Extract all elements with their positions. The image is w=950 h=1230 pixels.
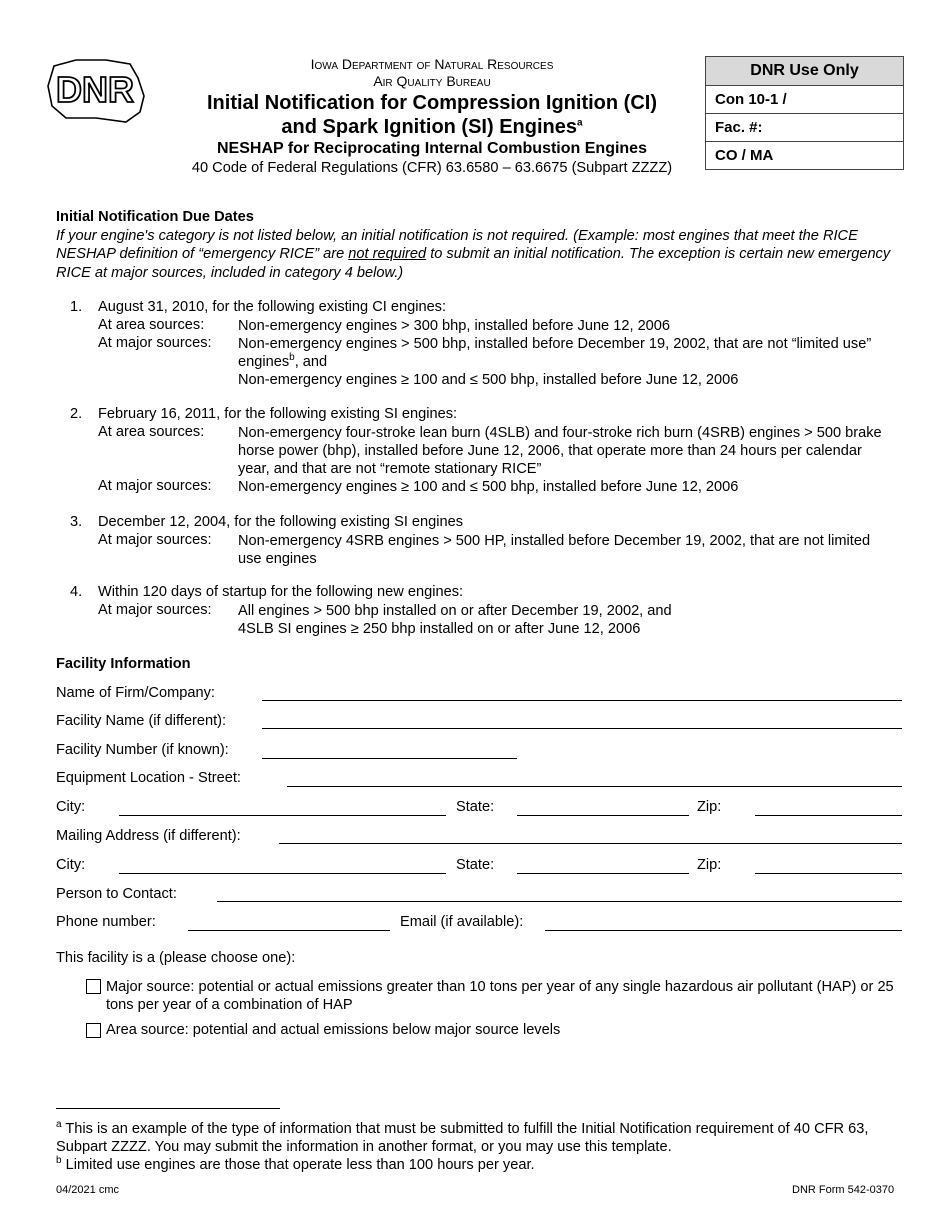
firm-field[interactable] <box>262 700 902 701</box>
due-dates-intro: If your engine's category is not listed below, an initial notification is not required. (Example: most engines that meet the RICE NESHAP definition of “emergency RICE” are not required to submit an initial notification. The exception is certain new emergency RICE at major sources, included in category 4 below.) <box>56 228 891 281</box>
city-field[interactable] <box>119 815 446 816</box>
phone-field[interactable] <box>188 930 390 931</box>
item-lead: August 31, 2010, for the following existing CI engines: <box>98 299 447 315</box>
mailing-city-field[interactable] <box>119 873 446 874</box>
facility-name-field[interactable] <box>262 728 902 729</box>
source-desc: Non-emergency engines > 500 bhp, installed before December 19, 2002, that are not “limited use” engines$^b$, and <box>238 336 872 370</box>
footnote-b: $^b$ Limited use engines are those that operate less than 100 hours per year. <box>56 1155 535 1173</box>
email-field[interactable] <box>545 930 902 931</box>
firm-label: Name of Firm/Company: <box>56 685 215 701</box>
contact-label: Person to Contact: <box>56 886 177 902</box>
footer-form-number: DNR Form 542-0370 <box>792 1184 895 1196</box>
source-label: At major sources: <box>98 532 212 548</box>
item-number: 4. <box>70 584 83 600</box>
dnr-box-heading: DNR Use Only <box>706 57 903 85</box>
source-desc: Non-emergency engines ≥ 100 and ≤ 500 bhp, installed before June 12, 2006 <box>238 372 739 388</box>
dnr-box-con: Con 10-1 / <box>706 85 903 113</box>
source-label: At major sources: <box>98 335 212 351</box>
source-desc: Non-emergency 4SRB engines > 500 HP, installed before December 19, 2002, that are not limited use engines <box>238 533 871 567</box>
footnote-a: $^a$ This is an example of the type of information that must be submitted to fulfill the Initial Notification requirement of 40 CFR 63, Subpart ZZZZ. You may submit the information in another format, or you may use this template. <box>56 1119 869 1155</box>
item-number: 2. <box>70 406 83 422</box>
item-number: 3. <box>70 514 83 530</box>
cfr-citation: 40 Code of Federal Regulations (CFR) 63.6580 – 63.6675 (Subpart ZZZZ) <box>191 160 673 176</box>
zip-field[interactable] <box>755 815 902 816</box>
state-field[interactable] <box>517 815 689 816</box>
footnote-rule <box>56 1108 280 1109</box>
mailing-label: Mailing Address (if different): <box>56 828 241 844</box>
form-header <box>170 56 694 177</box>
item-number: 1. <box>70 299 83 315</box>
item-lead: December 12, 2004, for the following existing SI engines <box>98 514 464 530</box>
source-desc: All engines > 500 bhp installed on or after December 19, 2002, and <box>238 603 672 619</box>
equip-street-field[interactable] <box>287 786 902 787</box>
dnr-box-coma: CO / MA <box>706 141 903 169</box>
source-desc: Non-emergency four-stroke lean burn (4SLB) and four-stroke rich burn (4SRB) engines > 500 brake horse power (bhp), installed before June 12, 2006, that operate more than 24 hours per calendar year, and that are not “remote stationary RICE” <box>238 425 882 477</box>
dnr-logo <box>46 56 146 124</box>
mailing-zip-field[interactable] <box>755 873 902 874</box>
choose-label: This facility is a (please choose one): <box>56 950 296 966</box>
mailing-field[interactable] <box>279 843 902 844</box>
city-label: City: <box>56 799 86 815</box>
agency-name: Iowa Department of Natural Resources <box>310 56 554 72</box>
contact-field[interactable] <box>217 901 902 902</box>
state-label: State: <box>456 799 495 815</box>
major-source-checkbox[interactable] <box>86 979 101 994</box>
facility-number-field[interactable] <box>262 758 517 759</box>
footer-left: 04/2021 cmc <box>56 1184 119 1196</box>
dnr-use-only-box <box>705 56 904 170</box>
svg-text:DNR: DNR <box>56 69 134 110</box>
form-title: Initial Notification for Compression Ignition (CI) and Spark Ignition (SI) Engines$^a$ <box>207 92 657 138</box>
source-label: At major sources: <box>98 478 212 494</box>
bureau-name: Air Quality Bureau <box>373 73 491 89</box>
zip-label: Zip: <box>697 799 722 815</box>
source-label: At area sources: <box>98 424 205 440</box>
item-lead: Within 120 days of startup for the following new engines: <box>98 584 464 600</box>
area-source-checkbox[interactable] <box>86 1023 101 1038</box>
facility-name-label: Facility Name (if different): <box>56 713 227 729</box>
source-label: At major sources: <box>98 602 212 618</box>
mailing-state-field[interactable] <box>517 873 689 874</box>
equip-street-label: Equipment Location - Street: <box>56 770 241 786</box>
area-source-label: Area source: potential and actual emissions below major source levels <box>106 1022 561 1038</box>
phone-label: Phone number: <box>56 914 156 930</box>
email-label: Email (if available): <box>400 914 524 930</box>
source-desc: 4SLB SI engines ≥ 250 bhp installed on or after June 12, 2006 <box>238 621 641 637</box>
mailing-city-label: City: <box>56 857 86 873</box>
source-label: At area sources: <box>98 317 205 333</box>
dnr-box-fac: Fac. #: <box>706 113 903 141</box>
due-dates-heading: Initial Notification Due Dates <box>56 209 254 225</box>
mailing-zip-label: Zip: <box>697 857 722 873</box>
form-subtitle: NESHAP for Reciprocating Internal Combustion Engines <box>217 140 647 157</box>
item-lead: February 16, 2011, for the following existing SI engines: <box>98 406 458 422</box>
source-desc: Non-emergency engines ≥ 100 and ≤ 500 bhp, installed before June 12, 2006 <box>238 479 739 495</box>
facility-number-label: Facility Number (if known): <box>56 742 229 758</box>
facility-heading: Facility Information <box>56 656 191 672</box>
source-desc: Non-emergency engines > 300 bhp, installed before June 12, 2006 <box>238 318 671 334</box>
major-source-label: Major source: potential or actual emissions greater than 10 tons per year of any single hazardous air pollutant (HAP) or 25 tons per year of a combination of HAP <box>106 979 894 1013</box>
mailing-state-label: State: <box>456 857 495 873</box>
